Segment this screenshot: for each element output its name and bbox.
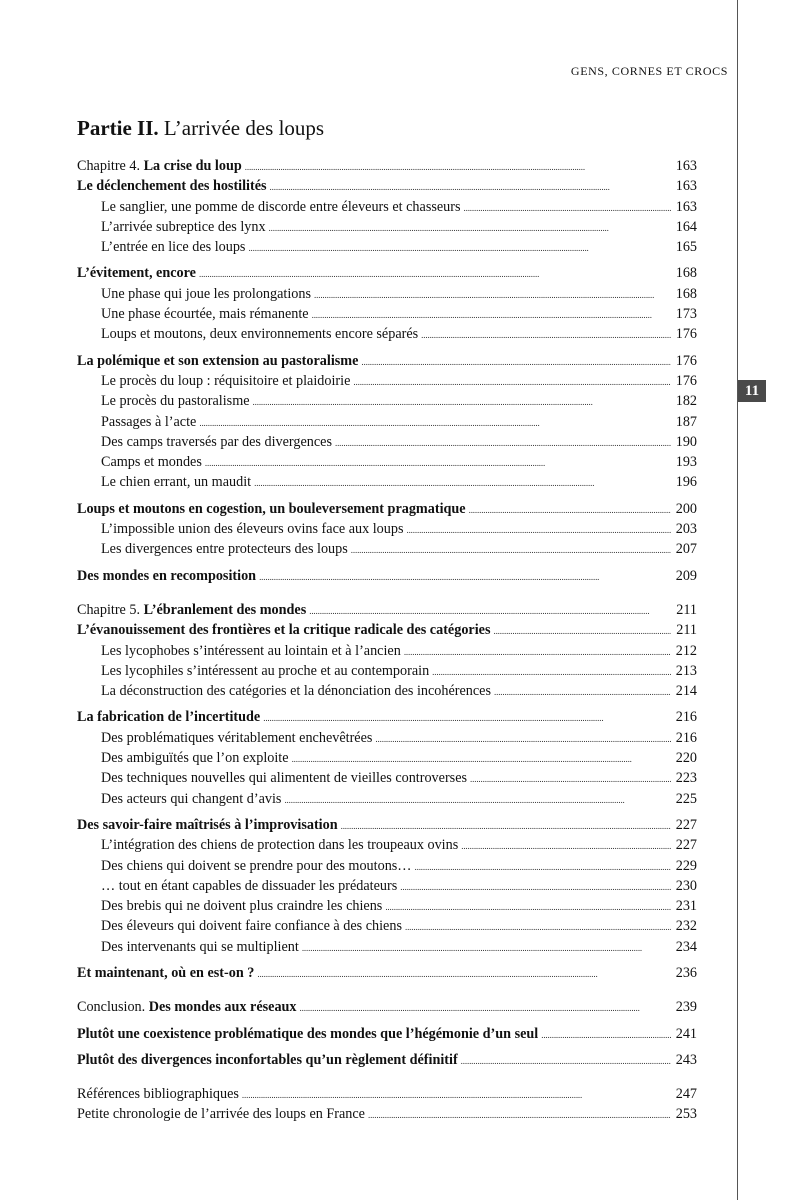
toc-subsection-entry[interactable]	[77, 324, 697, 344]
page-ref: 168	[675, 285, 697, 302]
dot-leader	[312, 304, 671, 325]
part-title	[77, 116, 324, 141]
toc-chapter-entry[interactable]	[77, 600, 697, 620]
dot-leader	[199, 412, 671, 433]
page-ref: 253	[675, 1106, 697, 1123]
dot-leader	[541, 1024, 671, 1045]
subsection-title: Des brebis qui ne doivent plus craindre les chiens	[101, 898, 383, 915]
part-label: Partie II.	[77, 116, 159, 140]
subsection-title: Une phase qui joue les prolongations	[101, 285, 312, 302]
toc-chapter-entry[interactable]	[77, 997, 697, 1017]
toc-section-entry[interactable]	[77, 499, 697, 519]
dot-leader	[415, 856, 672, 877]
page-ref: 214	[675, 683, 697, 700]
toc-subsection-entry[interactable]	[77, 217, 697, 237]
dot-leader	[263, 707, 671, 728]
section-title: L’évanouissement des frontières et la critique radicale des catégories	[77, 622, 491, 639]
dot-leader	[292, 748, 671, 769]
toc-subsection-entry[interactable]	[77, 539, 697, 559]
page-ref: 220	[675, 750, 697, 767]
section-title: Loups et moutons en cogestion, un bouleversement pragmatique	[77, 500, 466, 517]
dot-leader	[300, 997, 671, 1018]
subsection-title: La déconstruction des catégories et la dénonciation des incohérences	[101, 683, 491, 700]
dot-leader	[284, 789, 671, 810]
toc-subsection-entry[interactable]	[77, 835, 697, 855]
page-ref: 200	[675, 500, 697, 517]
subsection-title: Le chien errant, un maudit	[101, 474, 252, 491]
subsection-title: Les divergences entre protecteurs des loups	[101, 541, 348, 558]
toc-section-entry[interactable]	[77, 620, 697, 640]
dot-leader	[270, 176, 671, 197]
dot-leader	[245, 156, 671, 177]
toc-subsection-entry[interactable]	[77, 371, 697, 391]
dot-leader	[353, 371, 671, 392]
toc-section-entry[interactable]	[77, 815, 697, 835]
dot-leader	[375, 728, 671, 749]
toc-subsection-entry[interactable]	[77, 916, 697, 936]
page-ref: 165	[675, 239, 697, 256]
toc-section-entry[interactable]	[77, 176, 697, 196]
page-ref: 234	[675, 938, 697, 955]
page-ref: 229	[675, 857, 697, 874]
toc-subsection-entry[interactable]	[77, 789, 697, 809]
chapter-title: L’ébranlement des mondes	[143, 601, 307, 618]
toc-subsection-entry[interactable]	[77, 197, 697, 217]
page-ref: 164	[675, 218, 697, 235]
dot-leader	[341, 815, 671, 836]
subsection-title: Loups et moutons, deux environnements encore séparés	[101, 326, 419, 343]
toc-subsection-entry[interactable]	[77, 876, 697, 896]
section-title: Et maintenant, où en est-on ?	[77, 964, 255, 981]
dot-leader	[248, 237, 671, 258]
dot-leader	[470, 768, 671, 789]
subsection-title: Des ambiguïtés que l’on exploite	[101, 750, 289, 767]
subsection-title: L’intégration des chiens de protection dans les troupeaux ovins	[101, 837, 459, 854]
chapter-title: La crise du loup	[143, 158, 242, 174]
subsection-title: Des camps traversés par des divergences	[101, 433, 332, 450]
subsection-title: Des techniques nouvelles qui alimentent de vieilles controverses	[101, 770, 468, 787]
dot-leader	[404, 641, 671, 662]
page-ref: 168	[675, 265, 697, 282]
page-ref: 182	[675, 393, 697, 410]
section-title: Des mondes en recomposition	[77, 567, 257, 584]
dot-leader	[385, 896, 671, 917]
chapter-prefix: Conclusion.	[77, 999, 149, 1016]
page-ref: 241	[675, 1025, 697, 1042]
section-title: Plutôt une coexistence problématique des mondes que l’hégémonie d’un seul	[77, 1025, 539, 1042]
page-ref: 163	[675, 178, 697, 195]
dot-leader	[205, 452, 671, 473]
subsection-title: Les lycophiles s’intéressent au proche et au contemporain	[101, 662, 430, 679]
page-number-tab: 11	[738, 380, 766, 402]
dot-leader	[432, 661, 671, 682]
toc-section-entry[interactable]	[77, 351, 697, 371]
toc-section-entry[interactable]	[77, 263, 697, 283]
toc-section-entry[interactable]	[77, 566, 697, 586]
dot-leader	[421, 324, 671, 345]
subsection-title: Des chiens qui doivent se prendre pour des moutons…	[101, 857, 412, 874]
subsection-title: Le sanglier, une pomme de discorde entre éleveurs et chasseurs	[101, 198, 461, 215]
page-ref: 176	[675, 372, 697, 389]
subsection-title: Camps et mondes	[101, 454, 202, 471]
toc-subsection-entry[interactable]	[77, 284, 697, 304]
page-ref: 223	[675, 770, 697, 787]
page-ref: 227	[675, 816, 697, 833]
subsection-title: Des acteurs qui changent d’avis	[101, 790, 282, 807]
subsection-title: Des problématiques véritablement enchevêtrées	[101, 729, 373, 746]
dot-leader	[368, 1104, 671, 1125]
toc-subsection-entry[interactable]	[77, 391, 697, 411]
subsection-title: L’impossible union des éleveurs ovins face aux loups	[101, 521, 404, 538]
toc-backmatter-entry[interactable]	[77, 1104, 697, 1124]
page-ref: 247	[675, 1086, 697, 1103]
toc-subsection-entry[interactable]	[77, 412, 697, 432]
backmatter-title: Références bibliographiques	[77, 1086, 239, 1103]
part-name: L’arrivée des loups	[163, 116, 325, 140]
dot-leader	[302, 937, 671, 958]
dot-leader	[257, 963, 671, 984]
toc-backmatter-entry[interactable]	[77, 1084, 697, 1104]
dot-leader	[254, 472, 671, 493]
dot-leader	[494, 681, 671, 702]
section-title: L’évitement, encore	[77, 265, 196, 282]
dot-leader	[493, 620, 671, 641]
page-ref: 239	[675, 999, 697, 1016]
page-ref: 232	[675, 918, 697, 935]
dot-leader	[309, 600, 671, 621]
page-ref: 187	[675, 413, 697, 430]
toc-subsection-entry[interactable]	[77, 641, 697, 661]
toc-subsection-entry[interactable]	[77, 432, 697, 452]
subsection-title: Des éleveurs qui doivent faire confiance à des chiens	[101, 918, 402, 935]
dot-leader	[253, 391, 671, 412]
page-ref: 216	[675, 729, 697, 746]
dot-leader	[461, 835, 671, 856]
dot-leader	[351, 539, 671, 560]
page-ref: 176	[675, 326, 697, 343]
section-title: Des savoir-faire maîtrisés à l’improvisation	[77, 816, 338, 833]
toc-subsection-entry[interactable]	[77, 661, 697, 681]
page-ref: 211	[676, 601, 697, 618]
dot-leader	[469, 499, 671, 520]
dot-leader	[406, 519, 671, 540]
chapter-title: Des mondes aux réseaux	[148, 999, 297, 1016]
page-edge-line	[737, 0, 738, 1200]
toc-subsection-entry[interactable]	[77, 937, 697, 957]
toc-subsection-entry[interactable]	[77, 768, 697, 788]
running-head: GENS, CORNES ET CROCS	[570, 64, 728, 78]
subsection-title: L’arrivée subreptice des lynx	[101, 218, 266, 235]
toc-subsection-entry[interactable]	[77, 452, 697, 472]
dot-leader	[199, 263, 671, 284]
toc-subsection-entry[interactable]	[77, 304, 697, 324]
page-ref: 227	[675, 837, 697, 854]
subsection-title: Des intervenants qui se multiplient	[101, 938, 299, 955]
toc-chapter-entry[interactable]	[77, 156, 697, 176]
dot-leader	[361, 351, 671, 372]
page-ref: 212	[675, 642, 697, 659]
subsection-title: Le procès du pastoralisme	[101, 393, 250, 410]
page-ref: 230	[675, 877, 697, 894]
dot-leader	[242, 1084, 671, 1105]
page-ref: 163	[675, 158, 697, 174]
dot-leader	[314, 284, 671, 305]
page-ref: 196	[675, 474, 697, 491]
toc-subsection-entry[interactable]	[77, 748, 697, 768]
page-ref: 163	[675, 198, 697, 215]
table-of-contents	[77, 156, 697, 1125]
toc-section-entry[interactable]	[77, 1024, 697, 1044]
toc-subsection-entry[interactable]	[77, 681, 697, 701]
page-ref: 207	[675, 541, 697, 558]
subsection-title: Le procès du loup : réquisitoire et plaidoirie	[101, 372, 351, 389]
page-ref: 203	[675, 521, 697, 538]
dot-leader	[335, 432, 671, 453]
page-ref: 216	[675, 709, 697, 726]
page-ref: 236	[675, 964, 697, 981]
backmatter-title: Petite chronologie de l’arrivée des loups en France	[77, 1106, 365, 1123]
dot-leader	[464, 197, 672, 218]
toc-section-entry[interactable]	[77, 963, 697, 983]
toc-section-entry[interactable]	[77, 707, 697, 727]
toc-subsection-entry[interactable]	[77, 896, 697, 916]
dot-leader	[269, 217, 671, 238]
section-title: La fabrication de l’incertitude	[77, 709, 261, 726]
section-title: Plutôt des divergences inconfortables qu’un règlement définitif	[77, 1051, 458, 1068]
dot-leader	[400, 876, 671, 897]
subsection-title: Les lycophobes s’intéressent au lointain et à l’ancien	[101, 642, 401, 659]
page-ref: 176	[675, 352, 697, 369]
page-ref: 211	[676, 622, 697, 639]
section-title: Le déclenchement des hostilités	[77, 178, 267, 195]
toc-section-entry[interactable]	[77, 1050, 697, 1070]
toc-subsection-entry[interactable]	[77, 237, 697, 257]
toc-subsection-entry[interactable]	[77, 519, 697, 539]
page-ref: 225	[675, 790, 697, 807]
toc-subsection-entry[interactable]	[77, 472, 697, 492]
page-ref: 213	[675, 662, 697, 679]
subsection-title: L’entrée en lice des loups	[101, 239, 246, 256]
page-ref: 173	[675, 306, 697, 323]
page-ref: 209	[675, 567, 697, 584]
subsection-title: … tout en étant capables de dissuader les prédateurs	[101, 877, 398, 894]
chapter-prefix: Chapitre 4.	[77, 158, 144, 174]
subsection-title: Une phase écourtée, mais rémanente	[101, 306, 309, 323]
page-ref: 231	[675, 898, 697, 915]
dot-leader	[405, 916, 671, 937]
section-title: La polémique et son extension au pastoralisme	[77, 352, 359, 369]
page-ref: 243	[675, 1051, 697, 1068]
dot-leader	[461, 1050, 671, 1071]
page-ref: 190	[675, 433, 697, 450]
page-ref: 193	[675, 454, 697, 471]
chapter-prefix: Chapitre 5.	[77, 601, 144, 618]
subsection-title: Passages à l’acte	[101, 413, 197, 430]
dot-leader	[259, 566, 671, 587]
toc-subsection-entry[interactable]	[77, 856, 697, 876]
toc-subsection-entry[interactable]	[77, 728, 697, 748]
